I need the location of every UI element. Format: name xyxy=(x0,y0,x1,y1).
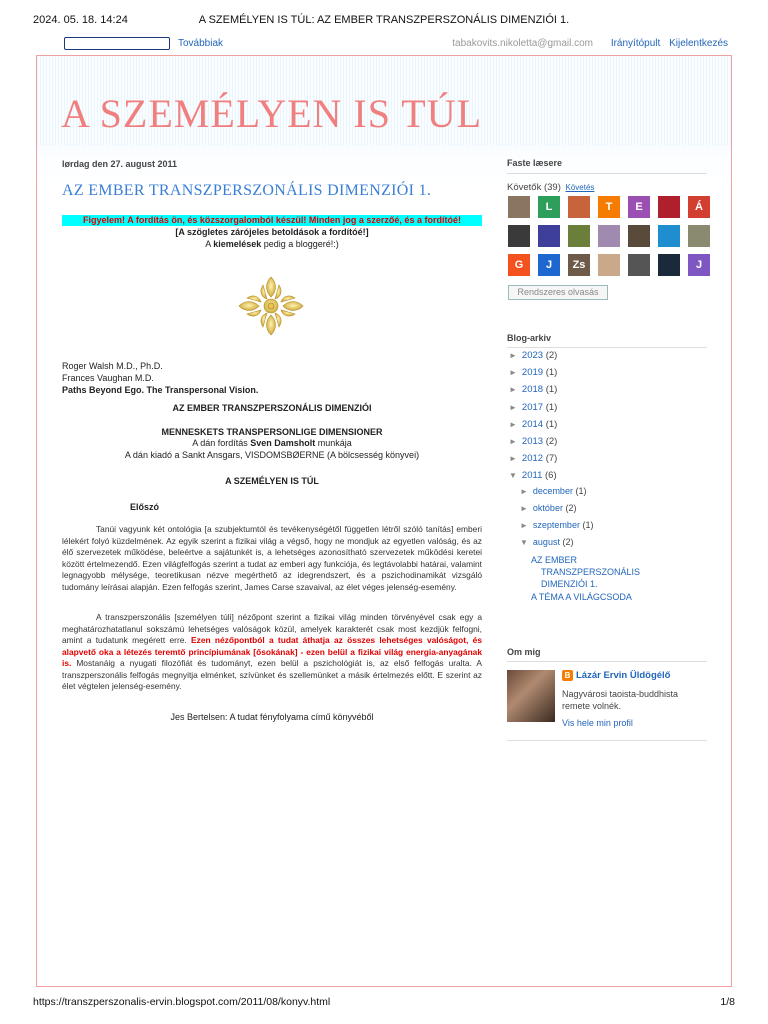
follower-avatar[interactable] xyxy=(628,225,650,247)
archive-month[interactable]: ► december (1) xyxy=(520,486,587,496)
archive-year[interactable]: ► 2012 (7) xyxy=(509,453,558,465)
blog-title[interactable]: A SZEMÉLYEN IS TÚL xyxy=(61,91,483,136)
follower-avatar[interactable] xyxy=(598,225,620,247)
emphasis-note: A kiemelések pedig a bloggeré!:) xyxy=(205,239,339,249)
expand-right-icon[interactable]: ► xyxy=(520,487,528,496)
follower-avatar[interactable] xyxy=(658,225,680,247)
follower-avatar[interactable] xyxy=(628,254,650,276)
post-title[interactable]: AZ EMBER TRANSZPERSZONÁLIS DIMENZIÓI 1. xyxy=(62,182,432,199)
blog-frame xyxy=(36,55,732,987)
archive-post-link[interactable]: A TÉMA A VILÁGCSODA xyxy=(531,592,632,602)
expand-right-icon[interactable]: ► xyxy=(509,368,517,378)
archive-title: Blog-arkiv xyxy=(507,333,552,343)
translator-note: [A szögletes zárójeles betoldások a fordítóé!] xyxy=(175,227,369,237)
print-datetime: 2024. 05. 18. 14:24 xyxy=(33,14,128,26)
print-url: https://transzperszonalis-ervin.blogspot.com/2011/08/konyv.html xyxy=(33,996,331,1008)
publisher-line: A dán kiadó a Sankt Ansgars, VISDOMSBØERNE (A bölcsesség könyvei) xyxy=(124,450,420,460)
follower-avatar[interactable]: G xyxy=(508,254,530,276)
view-profile-link[interactable]: Vis hele min profil xyxy=(562,718,633,728)
follower-avatar[interactable] xyxy=(598,254,620,276)
profile-description: Nagyvárosi taoista-buddhista remete volnék. xyxy=(562,689,679,711)
followers-widget-title: Faste læsere xyxy=(507,158,563,168)
expand-right-icon[interactable]: ► xyxy=(509,437,517,446)
paragraph-2: A transzperszonális [személyen túli] nézőpont szerint a fizikai világ minden törvényével csak egy a meghatározhatatlanul sokszámú lehetséges valóságok közül, amelyek karakterét csak most kezdjük felfogni, amint a tudatunk megérett erre. Ezen nézőpontból a tudat áthatja az összes lehetséges valóságot, és alapvető oka a létezés teremtő princípiumának [ősokának] - ezen belül a fizikai világ energia-anyagának is. Mostanáig a nyugati filozófiát és tudományt, ezen belül a pszichológiát is, az első felfogás uralta. A transzperszonális felfogás megnyitja elménket, szívünket és szellemünket a másik értelmezés előtt. E szerint az élet végtelen jelenség-esemény. xyxy=(62,612,482,691)
heading-danish: MENNESKETS TRANSPERSONLIGE DIMENSIONER xyxy=(161,427,383,437)
follower-avatar[interactable]: T xyxy=(598,196,620,218)
archive-month[interactable]: ► szeptember (1) xyxy=(520,520,594,530)
followers-count: Követők (39) Követés xyxy=(507,182,595,193)
expand-right-icon[interactable]: ► xyxy=(520,521,528,530)
book-title: Paths Beyond Ego. The Transpersonal Vision. xyxy=(62,385,259,395)
follower-avatar[interactable]: L xyxy=(538,196,560,218)
user-email: tabakovits.nikoletta@gmail.com xyxy=(452,38,594,49)
expand-down-icon[interactable]: ▼ xyxy=(520,538,528,547)
archive-year[interactable]: ► 2017 (1) xyxy=(509,401,558,413)
next-blog-link[interactable]: Továbbiak xyxy=(178,38,224,49)
blogger-navbar xyxy=(36,35,732,53)
expand-down-icon[interactable]: ▼ xyxy=(509,471,517,481)
expand-right-icon[interactable]: ► xyxy=(509,402,517,412)
print-page: 1/8 xyxy=(720,996,735,1008)
copyright-warning: Figyelem! A fordítás ön, és közszorgalomból készül! Minden jog a szerzőé, és a fordítóé! xyxy=(62,215,482,226)
double-vajra-icon xyxy=(231,271,311,341)
about-title: Om mig xyxy=(507,647,541,657)
follower-avatar[interactable]: E xyxy=(628,196,650,218)
archive-year[interactable]: ► 2023 (2) xyxy=(509,350,558,361)
profile-name[interactable]: B Lázár Ervin Üldögélő xyxy=(562,670,671,681)
follower-avatar[interactable] xyxy=(568,196,590,218)
expand-right-icon[interactable]: ► xyxy=(509,385,517,395)
author-2: Frances Vaughan M.D. xyxy=(62,373,154,383)
follower-avatar[interactable] xyxy=(658,196,680,218)
search-input[interactable] xyxy=(64,37,170,50)
archive-year[interactable]: ► 2013 (2) xyxy=(509,436,558,447)
heading-dimensions: AZ EMBER TRANSZPERSZONÁLIS DIMENZIÓI xyxy=(172,403,372,413)
expand-right-icon[interactable]: ► xyxy=(509,454,517,464)
archive-month[interactable]: ▼ august (2) xyxy=(520,537,574,547)
follower-avatar[interactable] xyxy=(538,225,560,247)
follower-avatar[interactable] xyxy=(508,196,530,218)
profile-photo[interactable] xyxy=(507,670,555,722)
follower-avatar[interactable]: Zs xyxy=(568,254,590,276)
regular-reader-button[interactable]: Rendszeres olvasás xyxy=(508,285,608,300)
archive-year[interactable]: ► 2014 (1) xyxy=(509,418,558,430)
post-date: lørdag den 27. august 2011 xyxy=(62,159,178,169)
follower-avatar[interactable] xyxy=(568,225,590,247)
print-title: A SZEMÉLYEN IS TÚL: AZ EMBER TRANSZPERSZONÁLIS DIMENZIÓI 1. xyxy=(198,14,570,26)
follower-avatar[interactable] xyxy=(688,225,710,247)
archive-month[interactable]: ► október (2) xyxy=(520,503,577,513)
expand-right-icon[interactable]: ► xyxy=(520,504,528,513)
logout-link[interactable]: Kijelentkezés xyxy=(669,38,728,49)
expand-right-icon[interactable]: ► xyxy=(509,351,517,360)
follower-avatar[interactable] xyxy=(508,225,530,247)
dashboard-link[interactable]: Irányítópult xyxy=(610,38,661,49)
archive-post-link[interactable]: AZ EMBER TRANSZPERSZONÁLIS DIMENZIÓI 1. xyxy=(531,555,641,589)
archive-year[interactable]: ► 2018 (1) xyxy=(509,384,558,396)
archive-year[interactable]: ▼ 2011 (6) xyxy=(509,470,557,482)
follow-link[interactable]: Követés xyxy=(565,183,595,192)
follower-avatar[interactable]: Á xyxy=(688,196,710,218)
foreword-heading: Előszó xyxy=(130,502,160,512)
archive-year[interactable]: ► 2019 (1) xyxy=(509,367,558,379)
author-1: Roger Walsh M.D., Ph.D. xyxy=(62,361,163,371)
heading-beyond-person: A SZEMÉLYEN IS TÚL xyxy=(225,476,319,486)
translator-line: A dán fordítás Sven Damsholt munkája xyxy=(192,438,352,448)
follower-avatar[interactable]: J xyxy=(688,254,710,276)
follower-avatar[interactable]: J xyxy=(538,254,560,276)
blogger-icon: B xyxy=(562,670,573,681)
paragraph-1: Tanúi vagyunk két ontológia [a szubjektumtól és tevékenységétől független létről szóló tanítás] emberi lélekért folyó küzdelmének. Az egyik szerint a fizikai világ a végső, hogy ne mondjuk az egyetlen valóság, és az élő szervezetek működése, beleértve a sajátunkét is, a lehetséges azonosítható szervezetek működési keretei között értelmezendő. Ezen világfelfogás szerint a tudat az emberi agy funkciója, és legtávolabbi határai, valamint legnagyobb mélysége, teoretikusan nézve megérthető az idegrendszert, és a pszichodinamikát vizsgáló tudomány leírásai alapján. Ezen felfogás szerint, James Carse szavaival, az élet véges jelenség-esemény. xyxy=(62,524,482,592)
source-line: Jes Bertelsen: A tudat fényfolyama című könyvéből xyxy=(170,712,374,722)
expand-right-icon[interactable]: ► xyxy=(509,419,517,429)
follower-avatar[interactable] xyxy=(658,254,680,276)
